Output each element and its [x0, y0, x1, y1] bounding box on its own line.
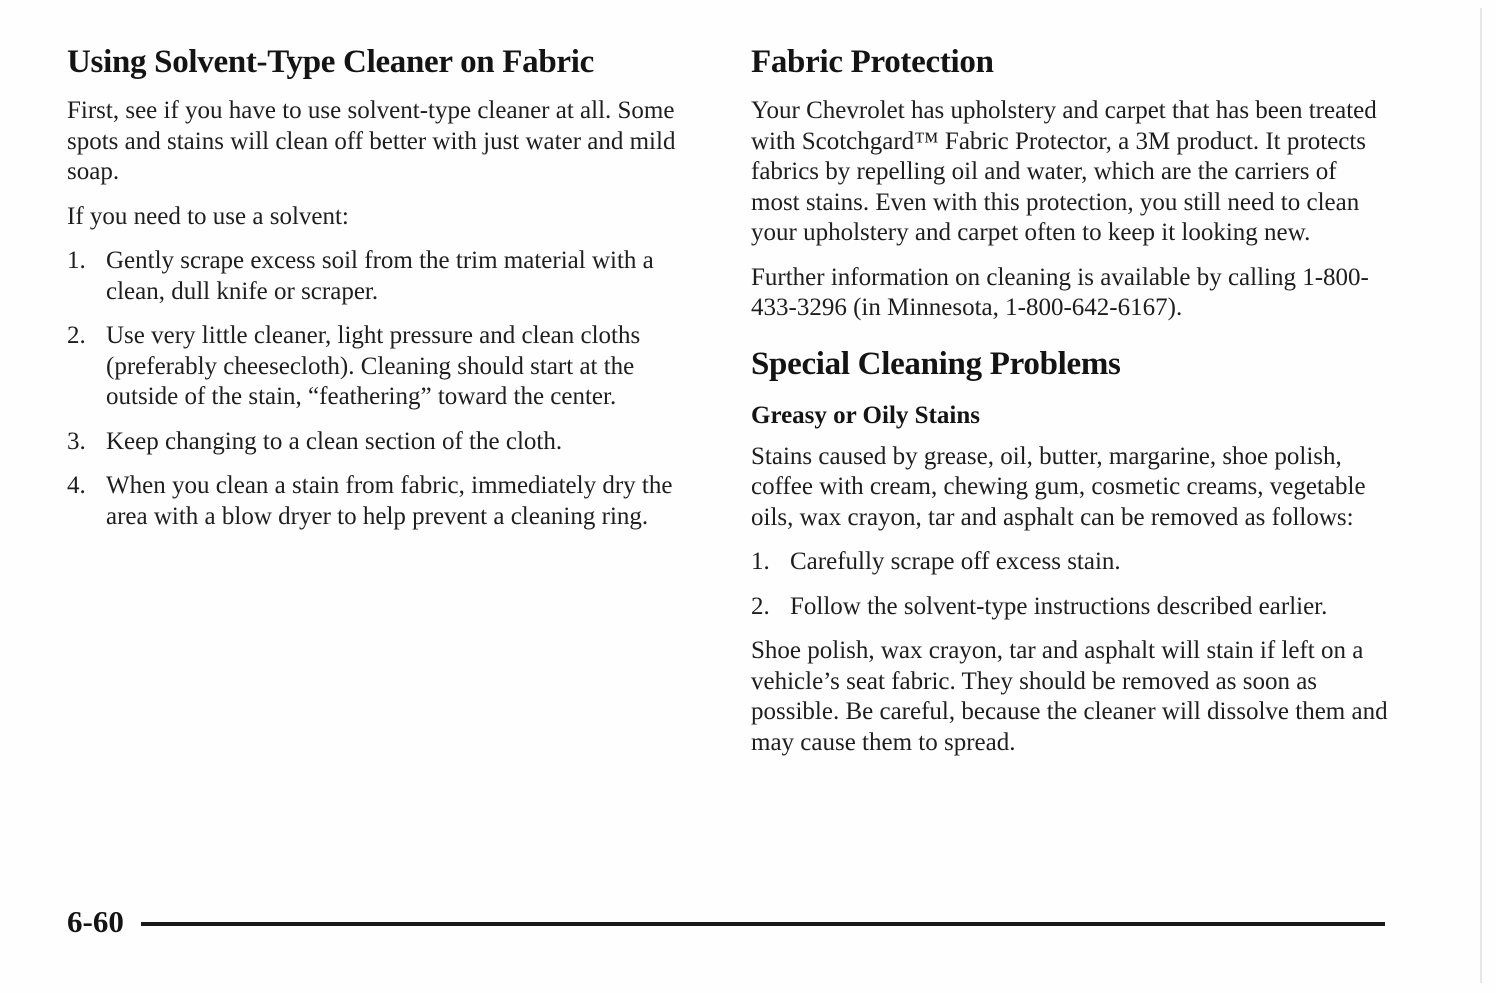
- greasy-steps-list: [751, 547, 1391, 622]
- step-number: 3.: [67, 427, 86, 455]
- greasy-intro-paragraph: Stains caused by grease, oil, butter, margarine, shoe polish, coffee with cream, chewing gum, cosmetic creams, vegetable oils, wax crayon, tar and asphalt can be removed as follows:: [751, 442, 1366, 531]
- left-column: [67, 40, 707, 546]
- solvent-intro-paragraph: First, see if you have to use solvent-type cleaner at all. Some spots and stains will clean off better with just water and mild soap.: [67, 97, 676, 185]
- footer-rule: [141, 922, 1385, 926]
- special-cleaning-heading: Special Cleaning Problems: [751, 345, 1121, 382]
- solvent-cleaner-heading: Using Solvent-Type Cleaner on Fabric: [67, 44, 594, 80]
- step-text: Follow the solvent-type instructions described earlier.: [790, 592, 1328, 620]
- greasy-step: [751, 547, 1391, 578]
- greasy-step: [751, 592, 1391, 623]
- greasy-stains-subheading: Greasy or Oily Stains: [751, 401, 980, 429]
- further-info-paragraph: Further information on cleaning is available by calling 1-800-433-3296 (in Minnesota, 1-800-642-6167).: [751, 263, 1369, 321]
- protection-paragraph: Your Chevrolet has upholstery and carpet that has been treated with Scotchgard™ Fabric Protector, a 3M product. It protects fabrics by repelling oil and water, which are the carriers of most stains. Even with this protection, you still need to clean your upholstery and carpet often to keep it looking new.: [751, 97, 1377, 246]
- step-number: 1.: [751, 548, 770, 575]
- step-text: Use very little cleaner, light pressure and clean cloths (preferably cheesecloth). Cleaning should start at the outside of the stain, “feathering” toward the center.: [106, 322, 641, 410]
- page-number: 6-60: [67, 904, 124, 939]
- step-number: 2.: [751, 592, 770, 620]
- page-footer: [67, 900, 1385, 944]
- greasy-warning-paragraph: Shoe polish, wax crayon, tar and asphalt will stain if left on a vehicle’s seat fabric. They should be removed as soon as possible. Be careful, because the cleaner will dissolve them and may cause them to spread.: [751, 637, 1388, 756]
- step-number: 1.: [67, 247, 86, 274]
- solvent-steps-list: [67, 246, 707, 532]
- solvent-need-paragraph: If you need to use a solvent:: [67, 202, 349, 230]
- step-text: Carefully scrape off excess stain.: [790, 548, 1121, 575]
- solvent-step: [67, 471, 707, 532]
- step-text: When you clean a stain from fabric, immediately dry the area with a blow dryer to help prevent a cleaning ring.: [106, 472, 673, 530]
- solvent-step: [67, 427, 707, 458]
- step-number: 4.: [67, 472, 86, 499]
- step-number: 2.: [67, 322, 86, 349]
- right-column: [751, 40, 1391, 772]
- solvent-step: [67, 246, 707, 307]
- step-text: Gently scrape excess soil from the trim material with a clean, dull knife or scraper.: [106, 247, 654, 305]
- fabric-protection-heading: Fabric Protection: [751, 44, 994, 80]
- page-edge: [1480, 8, 1482, 983]
- step-text: Keep changing to a clean section of the cloth.: [106, 427, 563, 455]
- solvent-step: [67, 321, 707, 413]
